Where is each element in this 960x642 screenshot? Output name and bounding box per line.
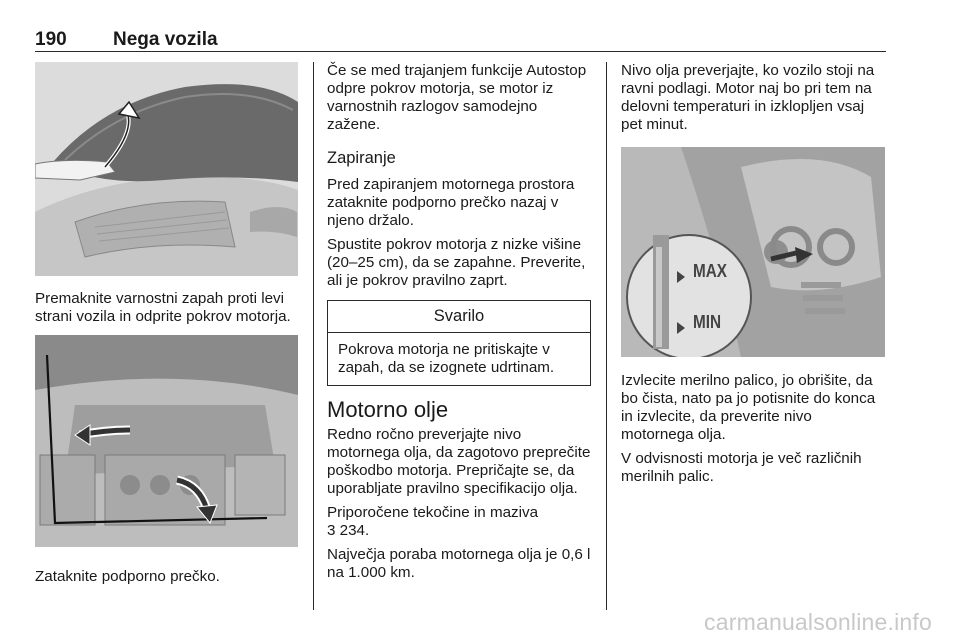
dipstick-variants-paragraph: V odvisnosti motorja je več različnih merilnih palic. — [621, 450, 862, 485]
dipstick-min-label: MIN — [693, 312, 722, 332]
column-3 — [621, 62, 886, 492]
engine-oil-paragraph-2 — [327, 504, 591, 540]
autostop-paragraph: Če se med trajanjem funkcije Autostop odpre pokrov motorja, se motor iz varnostnih razlogov samodejno zažene. — [327, 62, 587, 133]
oil-check-paragraph: Nivo olja preverjajte, ko vozilo stoji na ravni podlagi. Motor naj bo pri tem na delovni temperaturi in izklopljen vsaj pet minut. — [621, 62, 875, 133]
support-rod-caption: Zataknite podporno prečko. — [35, 568, 220, 585]
hood-release-illustration — [35, 62, 298, 276]
column-1 — [35, 62, 298, 592]
watermark: carmanualsonline.info — [704, 609, 932, 635]
column-divider-1 — [313, 62, 314, 610]
page-reference-link[interactable]: 3 234. — [327, 522, 370, 539]
recommended-fluids-text: Priporočene tekočine in maziva — [327, 504, 539, 521]
column-divider-2 — [606, 62, 607, 610]
warning-title: Svarilo — [328, 301, 590, 333]
column-2 — [327, 62, 591, 588]
dipstick-procedure-paragraph: Izvlecite merilno palico, jo obrišite, da bo čista, nato pa jo potisnite do konca in izvlecite, da preverite nivo motornega olja. — [621, 372, 876, 443]
engine-oil-paragraph-1: Redno ročno preverjajte nivo motornega olja, da zagotovo preprečite poškodbo motorja. Prepričajte se, da uporabljate pravilno specifikacijo olja. — [327, 426, 591, 497]
engine-oil-paragraph-3: Največja poraba motornega olja je 0,6 l na 1.000 km. — [327, 546, 591, 581]
closing-paragraph-2: Spustite pokrov motorja z nizke višine (20–25 cm), da se zapahne. Preverite, ali je pokrov pravilno zaprt. — [327, 236, 586, 289]
warning-box — [327, 300, 591, 386]
hood-release-caption: Premaknite varnostni zapah proti levi strani vozila in odprite pokrov motorja. — [35, 290, 291, 325]
dipstick-max-label: MAX — [693, 261, 727, 281]
chapter-title: Nega vozila — [113, 29, 218, 50]
page-header — [35, 26, 886, 52]
closing-heading: Zapiranje — [327, 149, 396, 167]
dipstick-illustration — [621, 147, 885, 357]
page-number: 190 — [35, 29, 67, 50]
engine-oil-heading: Motorno olje — [327, 397, 449, 422]
closing-paragraph-1: Pred zapiranjem motornega prostora zataknite podporno prečko nazaj v njeno držalo. — [327, 176, 575, 229]
support-rod-illustration — [35, 335, 298, 547]
warning-text: Pokrova motorja ne pritiskajte v zapah, da se izognete udrtinam. — [338, 341, 555, 376]
